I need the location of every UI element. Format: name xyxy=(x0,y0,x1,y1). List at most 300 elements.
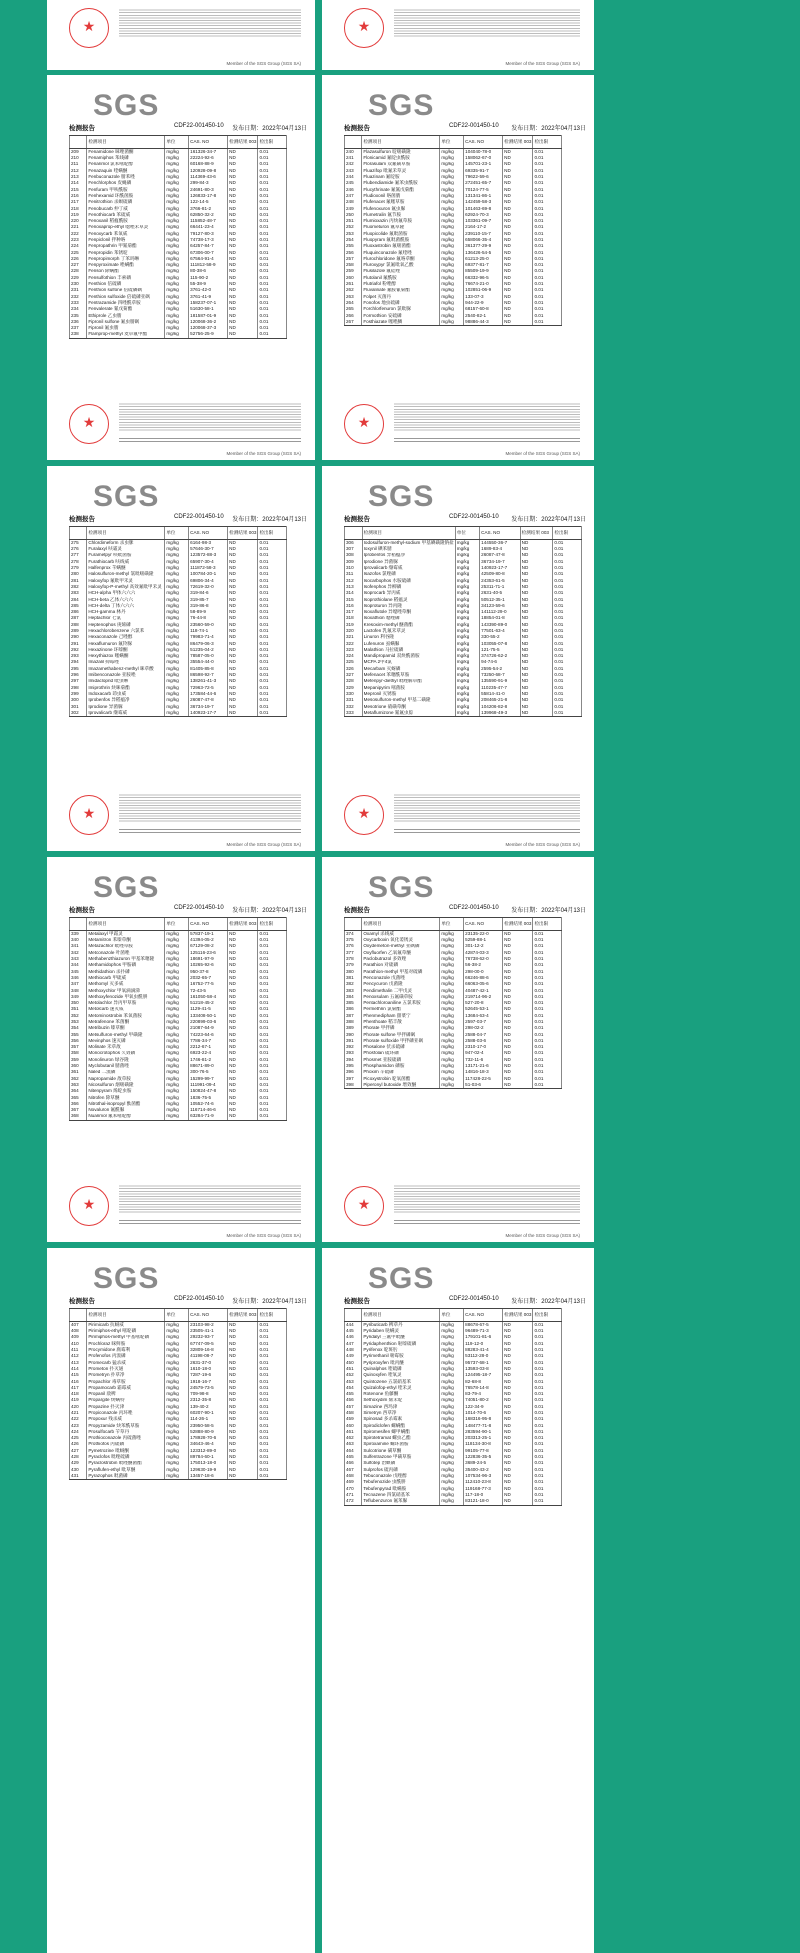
table-cell: 14816-18-3 xyxy=(464,1070,503,1076)
table-cell: 298-00-0 xyxy=(464,969,503,975)
table-cell: ND xyxy=(228,981,258,987)
table-cell: 6164-98-3 xyxy=(189,540,228,547)
table-cell: 208465-21-8 xyxy=(480,697,521,703)
report-page xyxy=(322,466,594,851)
table-cell: ND xyxy=(503,1473,533,1479)
table-cell: Formothion 安硫磷 xyxy=(362,313,440,319)
table-cell: 103055-07-8 xyxy=(480,641,521,647)
table-cell: 0.01 xyxy=(258,691,286,697)
table-cell: 222 xyxy=(70,231,87,237)
table-cell: 82-68-8 xyxy=(464,1379,503,1385)
table-cell: mg/kg xyxy=(440,1435,464,1441)
table-cell: mg/kg xyxy=(165,666,189,672)
table-cell: 289 xyxy=(70,628,87,634)
table-cell: 0.01 xyxy=(258,1063,286,1069)
table-cell: ND xyxy=(520,553,553,559)
table-cell: 140923-17-7 xyxy=(480,565,521,571)
table-cell: ND xyxy=(503,231,533,237)
table-cell: mg/kg xyxy=(165,975,189,981)
table-cell: HCH-beta 乙体六六六 xyxy=(87,597,165,603)
table-cell: Pyridalyl 三氟甲吡醚 xyxy=(362,1335,440,1341)
table-cell: 236 xyxy=(70,319,87,325)
table-cell: ND xyxy=(520,584,553,590)
table-cell: ND xyxy=(228,168,258,174)
table-cell: mg/kg xyxy=(440,1322,464,1329)
table-cell: 73250-68-7 xyxy=(480,672,521,678)
table-cell: ND xyxy=(228,1025,258,1031)
table-cell: 251 xyxy=(345,218,362,224)
table-cell: Nicosulfuron 烟嘧磺隆 xyxy=(87,1082,165,1088)
table-cell: 0.01 xyxy=(258,666,286,672)
table-cell: mg/kg xyxy=(440,1341,464,1347)
table-cell: 298-02-2 xyxy=(464,1025,503,1031)
table-cell: 55-38-9 xyxy=(189,281,228,287)
table-row xyxy=(70,1114,287,1121)
table-cell: Fenamiphos 苯线磷 xyxy=(87,155,165,161)
table-cell: 51630-58-1 xyxy=(189,306,228,312)
table-cell: 257 xyxy=(345,256,362,262)
table-cell: 456 xyxy=(345,1398,362,1404)
table-cell: Halosulfuron-methyl 氯吡嘧磺隆 xyxy=(87,571,165,577)
report-title: 检测报告 xyxy=(69,1298,95,1305)
table-cell: mg/kg xyxy=(165,218,189,224)
table-cell: mg/kg xyxy=(440,1385,464,1391)
table-cell: 281 xyxy=(70,578,87,584)
table-cell: 0.01 xyxy=(258,212,286,218)
table-cell: 0.01 xyxy=(258,697,286,703)
results-table xyxy=(344,917,562,1089)
table-cell: 0.01 xyxy=(553,559,582,565)
table-row xyxy=(70,332,287,339)
table-cell: 0.01 xyxy=(533,212,561,218)
table-cell: 284 xyxy=(70,597,87,603)
table-cell: ND xyxy=(228,1107,258,1113)
stamp-icon xyxy=(69,795,109,835)
table-cell: ND xyxy=(228,174,258,180)
table-cell: mg/kg xyxy=(440,1442,464,1448)
table-cell: 386 xyxy=(345,1007,362,1013)
table-cell: mg/kg xyxy=(440,1360,464,1366)
table-cell: 16752-77-5 xyxy=(189,981,228,987)
table-cell: 0.01 xyxy=(553,616,582,622)
table-cell: 0.01 xyxy=(258,1095,286,1101)
table-cell: ND xyxy=(520,578,553,584)
column-header xyxy=(345,136,362,149)
table-cell: ND xyxy=(228,1404,258,1410)
table-cell: ND xyxy=(520,546,553,552)
table-cell: Pirimiphos-methyl 甲基嘧啶磷 xyxy=(87,1335,165,1341)
table-cell: 458 xyxy=(345,1410,362,1416)
table-cell: 308 xyxy=(345,553,363,559)
table-cell: mg/kg xyxy=(440,1372,464,1378)
table-cell: 76738-62-0 xyxy=(464,956,503,962)
table-cell: mg/kg xyxy=(440,281,464,287)
table-cell: ND xyxy=(503,1372,533,1378)
table-cell: mg/kg xyxy=(440,981,464,987)
table-cell: mg/kg xyxy=(440,1486,464,1492)
table-cell: ND xyxy=(228,641,258,647)
table-cell: mg/kg xyxy=(440,1429,464,1435)
report-meta xyxy=(344,514,586,524)
table-cell: ND xyxy=(503,288,533,294)
table-cell: 0.01 xyxy=(553,540,582,547)
table-cell: 0.01 xyxy=(533,218,561,224)
table-cell: 51235-04-2 xyxy=(189,647,228,653)
table-cell: mg/kg xyxy=(165,988,189,994)
table-cell: ND xyxy=(228,1423,258,1429)
table-cell: 365 xyxy=(70,1095,87,1101)
table-cell: 0.01 xyxy=(533,313,561,319)
table-cell: 239110-15-7 xyxy=(464,231,503,237)
table-cell: 0.01 xyxy=(553,553,582,559)
table-cell: Nitrothal-isopropyl 酞菌酯 xyxy=(87,1101,165,1107)
table-cell: 220899-03-6 xyxy=(189,1019,228,1025)
table-cell: 0.01 xyxy=(258,616,286,622)
table-cell: ND xyxy=(503,1498,533,1505)
table-cell: ND xyxy=(228,319,258,325)
table-cell: Tebufenozide 虫酰肼 xyxy=(362,1479,440,1485)
table-cell: mg/kg xyxy=(165,174,189,180)
table-cell: ND xyxy=(228,1353,258,1359)
table-cell: ND xyxy=(228,1379,258,1385)
table-cell: ND xyxy=(228,578,258,584)
disclaimer-text xyxy=(394,402,580,432)
page-footer xyxy=(47,390,315,460)
table-cell: 114369-43-6 xyxy=(189,174,228,180)
table-cell: 0.01 xyxy=(258,653,286,659)
table-cell: 2032-65-7 xyxy=(189,975,228,981)
table-cell: 0.01 xyxy=(553,565,582,571)
table-cell: 213 xyxy=(70,174,87,180)
table-cell: 453 xyxy=(345,1379,362,1385)
table-cell: 0.01 xyxy=(258,1385,286,1391)
table-cell: mg/kg xyxy=(455,691,479,697)
table-cell: 122-34-9 xyxy=(464,1404,503,1410)
table-cell: mg/kg xyxy=(165,1038,189,1044)
table-cell: 322 xyxy=(345,641,363,647)
table-cell: ND xyxy=(228,647,258,653)
table-cell: 0.01 xyxy=(258,1057,286,1063)
table-cell: 0.01 xyxy=(533,155,561,161)
table-cell: mg/kg xyxy=(165,243,189,249)
stamp-icon xyxy=(69,8,109,48)
report-meta xyxy=(69,905,307,915)
table-cell: 280 xyxy=(70,571,87,577)
table-cell: 111991-09-4 xyxy=(189,1082,228,1088)
report-title: 检测报告 xyxy=(344,516,370,523)
table-cell: mg/kg xyxy=(455,597,479,603)
table-cell: 313 xyxy=(345,584,363,590)
table-cell: mg/kg xyxy=(165,1461,189,1467)
table-cell: Spirodiclofen 螺螨酯 xyxy=(362,1423,440,1429)
table-cell: 0.01 xyxy=(553,660,582,666)
report-title: 检测报告 xyxy=(69,907,95,914)
table-cell: 0.01 xyxy=(533,168,561,174)
table-cell: Pyriproxyfen 吡丙醚 xyxy=(362,1360,440,1366)
table-cell: mg/kg xyxy=(165,1101,189,1107)
table-cell: Fenoxanil 稻瘟酰胺 xyxy=(87,218,165,224)
table-cell: ND xyxy=(503,1038,533,1044)
stamp-icon xyxy=(69,404,109,444)
results-table xyxy=(344,1308,562,1506)
table-cell: ND xyxy=(228,1044,258,1050)
table-cell: mg/kg xyxy=(440,988,464,994)
table-cell: 425 xyxy=(70,1435,87,1441)
column-header: 检出限 xyxy=(258,918,286,931)
table-cell: 259 xyxy=(345,269,362,275)
table-cell: mg/kg xyxy=(455,647,479,653)
table-cell: mg/kg xyxy=(165,1044,189,1050)
table-cell: 0.01 xyxy=(533,281,561,287)
table-cell: 258 xyxy=(345,262,362,268)
table-cell: 0.01 xyxy=(258,300,286,306)
table-cell: mg/kg xyxy=(165,679,189,685)
table-cell: Fensulfothion 丰索磷 xyxy=(87,275,165,281)
column-header: 检测项目 xyxy=(87,1309,165,1322)
table-cell: Flamprop-methyl 麦草氟甲酯 xyxy=(87,332,165,339)
table-cell: 302 xyxy=(70,710,87,717)
table-cell: 452 xyxy=(345,1372,362,1378)
table-cell: 85509-19-9 xyxy=(464,269,503,275)
table-cell: ND xyxy=(520,559,553,565)
table-cell: Heptenophos 庚烯磷 xyxy=(87,622,165,628)
table-cell: 285 xyxy=(70,603,87,609)
table-cell: Propiconazole 丙环唑 xyxy=(87,1410,165,1416)
table-cell: mg/kg xyxy=(455,603,479,609)
table-cell: 276 xyxy=(70,546,87,552)
disclaimer-text xyxy=(394,8,580,38)
table-cell: ND xyxy=(520,653,553,659)
column-header: 检测项目 xyxy=(362,527,455,540)
table-cell: Imazalil 抑霉唑 xyxy=(87,660,165,666)
table-cell: ND xyxy=(503,212,533,218)
table-cell: mg/kg xyxy=(165,1467,189,1473)
table-cell: Fluroxypyr 氯氟吡氧乙酸 xyxy=(362,262,440,268)
table-cell: ND xyxy=(228,1057,258,1063)
table-cell: Mevinphos 速灭磷 xyxy=(87,1038,165,1044)
table-cell: 0.01 xyxy=(258,155,286,161)
table-cell: Propamocarb 霜霉威 xyxy=(87,1385,165,1391)
table-cell: 732-11-6 xyxy=(464,1057,503,1063)
table-row xyxy=(70,1322,287,1329)
table-cell: Flazasulfuron 啶嘧磺隆 xyxy=(362,149,440,156)
table-cell: Napropamide 敌草胺 xyxy=(87,1076,165,1082)
table-cell: ND xyxy=(503,988,533,994)
table-cell: mg/kg xyxy=(440,931,464,938)
table-cell: 0.01 xyxy=(258,584,286,590)
table-cell: Pyributicarb 稗草丹 xyxy=(362,1322,440,1329)
table-cell: 51-03-6 xyxy=(464,1082,503,1089)
table-cell: mg/kg xyxy=(165,597,189,603)
table-cell: ND xyxy=(228,660,258,666)
table-cell: 115-90-2 xyxy=(189,275,228,281)
table-cell: ND xyxy=(228,281,258,287)
table-cell: mg/kg xyxy=(165,628,189,634)
table-cell: 67564-91-4 xyxy=(189,256,228,262)
table-cell: 24353-61-5 xyxy=(480,578,521,584)
table-cell: 158237-07-1 xyxy=(189,300,228,306)
table-cell: mg/kg xyxy=(440,250,464,256)
table-cell: ND xyxy=(228,187,258,193)
table-cell: ND xyxy=(228,300,258,306)
table-cell: ND xyxy=(503,313,533,319)
table-cell: 24579-73-5 xyxy=(189,1385,228,1391)
table-cell: mg/kg xyxy=(440,937,464,943)
table-header-row xyxy=(70,1309,287,1322)
table-cell: 41198-08-7 xyxy=(189,1353,228,1359)
table-cell: 120068-36-2 xyxy=(189,319,228,325)
table-cell: 359 xyxy=(70,1057,87,1063)
table-cell: mg/kg xyxy=(440,1404,464,1410)
table-cell: 0.01 xyxy=(258,1341,286,1347)
column-header: 单位 xyxy=(440,136,464,149)
table-cell: 0.01 xyxy=(533,1366,561,1372)
table-cell: ND xyxy=(503,1322,533,1329)
column-header: 单位 xyxy=(455,527,479,540)
table-cell: 298 xyxy=(70,685,87,691)
table-cell: ND xyxy=(503,300,533,306)
table-cell: ND xyxy=(228,288,258,294)
table-cell: ND xyxy=(503,1492,533,1498)
table-cell: Pirimiphos-ethyl 嘧啶磷 xyxy=(87,1328,165,1334)
table-cell: Spinosad 多杀霉素 xyxy=(362,1416,440,1422)
table-cell: ND xyxy=(503,969,533,975)
table-cell: Flucythrinate 氟氰戊菊酯 xyxy=(362,187,440,193)
table-cell: ND xyxy=(503,250,533,256)
table-cell: 272451-65-7 xyxy=(464,180,503,186)
table-cell: mg/kg xyxy=(165,1013,189,1019)
table-cell: 0.01 xyxy=(258,1423,286,1429)
table-cell: ND xyxy=(228,975,258,981)
table-cell: mg/kg xyxy=(440,174,464,180)
table-cell: 125116-23-6 xyxy=(189,950,228,956)
table-cell: Fluvalinate 氟胺氰菊酯 xyxy=(362,288,440,294)
table-cell: 34123-59-6 xyxy=(480,603,521,609)
table-cell: 414 xyxy=(70,1366,87,1372)
table-cell: Isocarbophos 水胺硫磷 xyxy=(362,578,455,584)
table-cell: Fenothiocarb 苯硫威 xyxy=(87,212,165,218)
table-cell: 0.01 xyxy=(258,1360,286,1366)
table-cell: 353 xyxy=(70,1019,87,1025)
table-cell: 67306-00-7 xyxy=(189,250,228,256)
column-header xyxy=(70,1309,87,1322)
address-text xyxy=(119,827,301,835)
table-cell: 0.01 xyxy=(258,1088,286,1094)
table-cell: mg/kg xyxy=(165,1366,189,1372)
table-cell: Metconazole 叶菌唑 xyxy=(87,950,165,956)
table-cell: mg/kg xyxy=(165,306,189,312)
table-cell: Fluoxastrobin 氟嘧菌酯 xyxy=(362,243,440,249)
table-cell: 464 xyxy=(345,1448,362,1454)
table-cell: 143390-89-0 xyxy=(480,622,521,628)
table-cell: ND xyxy=(503,1019,533,1025)
table-cell: mg/kg xyxy=(165,653,189,659)
table-cell: 388 xyxy=(345,1019,362,1025)
table-cell: Prothioconazole 丙硫菌唑 xyxy=(87,1435,165,1441)
table-cell: 26087-47-8 xyxy=(189,697,228,703)
table-cell: 382 xyxy=(345,981,362,987)
table-cell: mg/kg xyxy=(165,206,189,212)
table-cell: 124495-18-7 xyxy=(464,1372,503,1378)
table-cell: mg/kg xyxy=(165,931,189,938)
table-cell: ND xyxy=(520,609,553,615)
member-text: Member of the SGS Group (SGS SA) xyxy=(505,842,580,847)
table-cell: 0.01 xyxy=(258,603,286,609)
table-cell: 0.01 xyxy=(533,1498,561,1505)
report-date: 发布日期：2022年04月13日 xyxy=(511,908,586,914)
table-cell: Metrafenone 苯菌酮 xyxy=(87,1019,165,1025)
table-cell: ND xyxy=(520,622,553,628)
table-cell: 293 xyxy=(70,653,87,659)
table-cell: 0.01 xyxy=(258,1025,286,1031)
table-cell: 2540-82-1 xyxy=(464,313,503,319)
table-cell: Hexaflumuron 氟铃脲 xyxy=(87,641,165,647)
table-cell: Flufenoxuron 氟虫脲 xyxy=(362,206,440,212)
column-header: 检测结果 003 xyxy=(503,1309,533,1322)
table-cell: 394 xyxy=(345,1057,362,1063)
table-cell: 74051-80-2 xyxy=(464,1398,503,1404)
table-cell: 342 xyxy=(70,950,87,956)
table-cell: 0.01 xyxy=(258,1013,286,1019)
table-cell: mg/kg xyxy=(440,969,464,975)
table-cell: 330-55-2 xyxy=(480,634,521,640)
column-header: 单位 xyxy=(165,1309,189,1322)
address-text xyxy=(119,1218,301,1226)
table-cell: Iprodione 异菌脲 xyxy=(87,704,165,710)
table-cell: mg/kg xyxy=(455,609,479,615)
table-cell: 103361-09-7 xyxy=(464,218,503,224)
table-cell: 119-12-0 xyxy=(464,1341,503,1347)
report-meta xyxy=(69,1296,307,1306)
table-cell: 150824-47-8 xyxy=(189,1088,228,1094)
table-cell: mg/kg xyxy=(165,697,189,703)
table-cell: 0.01 xyxy=(258,1398,286,1404)
table-cell: Pendimethalin 二甲戊灵 xyxy=(362,988,440,994)
table-cell: ND xyxy=(228,1341,258,1347)
table-cell: 343 xyxy=(70,956,87,962)
table-cell: 361377-29-9 xyxy=(464,243,503,249)
table-cell: 0.01 xyxy=(533,969,561,975)
table-cell: 275 xyxy=(70,540,87,547)
table-cell: Piperonyl butoxide 增效醚 xyxy=(362,1082,440,1089)
table-cell: 0.01 xyxy=(553,622,582,628)
table-cell: 98886-44-3 xyxy=(464,319,503,326)
table-cell: 0.01 xyxy=(553,578,582,584)
table-cell: 397 xyxy=(345,1076,362,1082)
table-cell: mg/kg xyxy=(440,1076,464,1082)
table-cell: ND xyxy=(228,1335,258,1341)
table-cell: Pyraclofos 吡唑硫磷 xyxy=(87,1454,165,1460)
table-cell: 74223-64-6 xyxy=(189,1032,228,1038)
table-cell: mg/kg xyxy=(440,1498,464,1505)
table-cell: 344 xyxy=(70,962,87,968)
table-cell: mg/kg xyxy=(165,1423,189,1429)
table-cell: 262 xyxy=(345,288,362,294)
table-cell: ND xyxy=(228,666,258,672)
table-cell: mg/kg xyxy=(165,1347,189,1353)
table-cell: 0.01 xyxy=(258,1391,286,1397)
table-cell: 3689-24-5 xyxy=(464,1461,503,1467)
table-cell: 50512-35-1 xyxy=(480,597,521,603)
table-cell: 0.01 xyxy=(258,1107,286,1113)
table-cell: 115852-48-7 xyxy=(189,218,228,224)
report-number: CDF22-001450-10 xyxy=(449,1296,499,1302)
table-cell: ND xyxy=(228,609,258,615)
table-cell: 0.01 xyxy=(258,1467,286,1473)
table-cell: mg/kg xyxy=(165,553,189,559)
table-cell: ND xyxy=(228,1398,258,1404)
table-cell: 407 xyxy=(70,1322,87,1329)
